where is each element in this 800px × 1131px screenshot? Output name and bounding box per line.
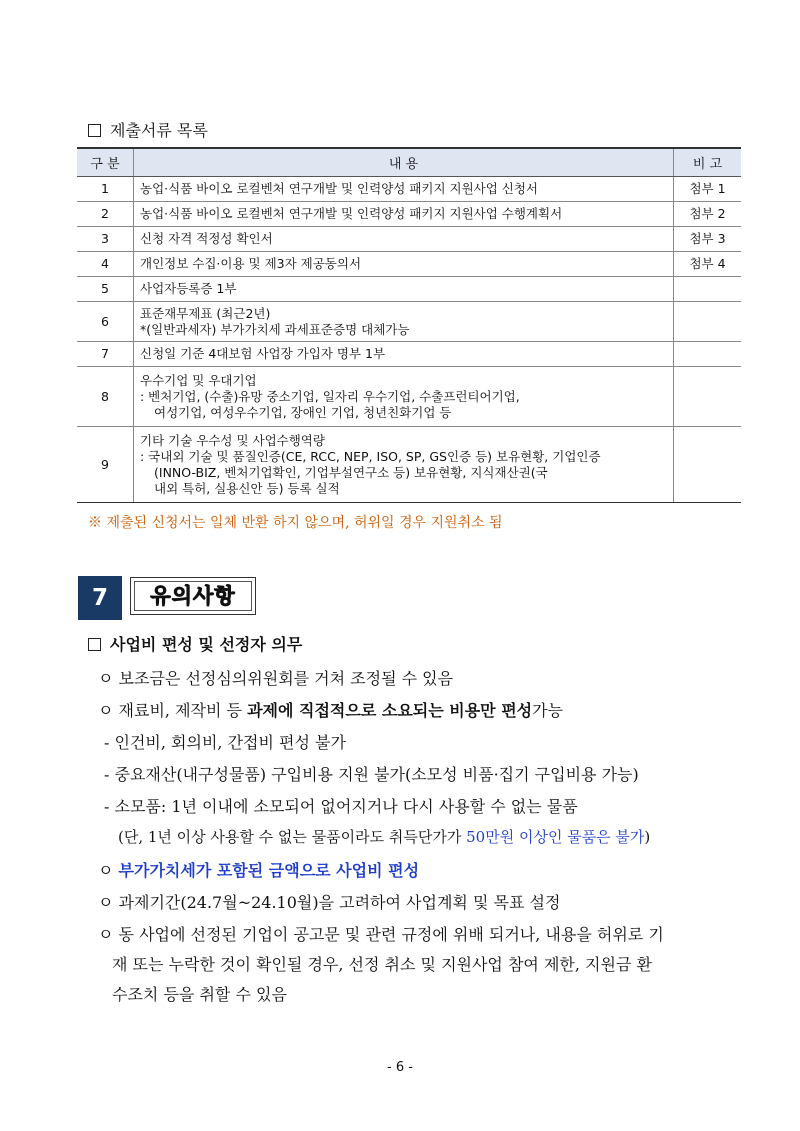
checklist-title-text: 제출서류 목록 [110, 121, 208, 140]
row-content: 신청일 기준 4대보험 사업장 가입자 명부 1부 [134, 342, 674, 367]
row-content-sub: 내외 특허, 실용신안 등) 등록 실적 [154, 480, 340, 496]
note-item: ㅇ 보조금은 선정심의위원회를 거쳐 조정될 수 있음 [98, 669, 454, 688]
row-content-main: 표준재무제표 (최근2년) [140, 305, 271, 321]
table-row [77, 427, 741, 503]
note-item-continued: 수조치 등을 취할 수 있음 [112, 985, 287, 1004]
row-content-sub: (INNO-BIZ, 벤처기업확인, 기업부설연구소 등) 보유현황, 지식재산권(국 [154, 464, 548, 480]
row-content-main: 기타 기술 우수성 및 사업수행역량 [140, 432, 325, 448]
note-text: (단, 1년 이상 사용할 수 없는 물품이라도 취득단가가 [118, 828, 467, 846]
table-row [77, 252, 741, 277]
note-highlight: 부가가치세가 포함된 금액으로 사업비 편성 [118, 861, 420, 880]
row-no: 2 [77, 202, 134, 227]
page-number: - 6 - [387, 1060, 413, 1075]
section-number: 7 [78, 576, 122, 620]
note-item [98, 698, 563, 721]
note-text: ) [644, 828, 651, 846]
note-subitem: - 소모품: 1년 이내에 소모되어 없어지거나 다시 사용할 수 없는 물품 [104, 797, 578, 816]
note-subitem: - 중요재산(내구성물품) 구입비용 지원 불가(소모성 비품·집기 구입비용 가능) [104, 765, 639, 784]
row-content [134, 302, 674, 342]
row-note: 첨부 1 [674, 177, 742, 202]
row-no: 7 [77, 342, 134, 367]
header-no: 구 분 [77, 148, 134, 177]
section-title: 유의사항 [134, 581, 252, 611]
row-content-sub: : 국내외 기술 및 품질인증(CE, RCC, NEP, ISO, SP, GS인증 등) 보유현황, 기업인증 [140, 448, 601, 464]
note-item-continued: 재 또는 누락한 것이 확인될 경우, 선정 취소 및 지원사업 참여 제한, 지원금 환 [112, 955, 652, 974]
row-no: 1 [77, 177, 134, 202]
row-content-sub: *(일반과세자) 부가가치세 과세표준증명 대체가능 [140, 321, 410, 337]
row-note [674, 427, 742, 503]
document-list-table [77, 147, 741, 503]
row-no: 9 [77, 427, 134, 503]
row-no: 6 [77, 302, 134, 342]
row-content [134, 427, 674, 503]
row-note [674, 342, 742, 367]
row-no: 5 [77, 277, 134, 302]
table-row [77, 277, 741, 302]
row-note: 첨부 2 [674, 202, 742, 227]
checkbox-square-icon [88, 638, 101, 651]
note-highlight: 50만원 이상인 물품은 불가 [466, 828, 645, 846]
table-header-row [77, 148, 741, 177]
note-item: ㅇ 동 사업에 선정된 기업이 공고문 및 관련 규정에 위배 되거나, 내용을 허위로 기 [98, 925, 664, 944]
row-content-sub: : 벤처기업, (수출)유망 중소기업, 일자리 우수기업, 수출프런티어기업, [140, 388, 520, 404]
row-content: 개인정보 수집·이용 및 제3자 제공동의서 [134, 252, 674, 277]
table-row [77, 177, 741, 202]
row-content: 신청 자격 적정성 확인서 [134, 227, 674, 252]
row-note [674, 302, 742, 342]
row-note: 첨부 3 [674, 227, 742, 252]
note-subitem [118, 826, 650, 847]
note-text: ㅇ 재료비, 제작비 등 [98, 701, 248, 720]
table-row [77, 302, 741, 342]
submission-warning: ※ 제출된 신청서는 일체 반환 하지 않으며, 허위일 경우 지원취소 됨 [88, 515, 503, 531]
row-content-main: 우수기업 및 우대기업 [140, 372, 257, 388]
checklist-title [88, 118, 208, 141]
row-content [134, 367, 674, 427]
row-note: 첨부 4 [674, 252, 742, 277]
note-subitem: - 인건비, 회의비, 간접비 편성 불가 [104, 733, 346, 752]
note-text: 가능 [532, 701, 564, 720]
table-row [77, 367, 741, 427]
note-emphasis: 과제에 직접적으로 소요되는 비용만 편성 [247, 701, 533, 720]
notes-heading-text: 사업비 편성 및 선정자 의무 [110, 635, 303, 654]
row-note [674, 277, 742, 302]
header-note: 비 고 [674, 148, 742, 177]
section-title-box [130, 577, 256, 615]
table-row [77, 227, 741, 252]
row-content: 사업자등록증 1부 [134, 277, 674, 302]
row-no: 8 [77, 367, 134, 427]
row-content-sub: 여성기업, 여성우수기업, 장애인 기업, 청년친화기업 등 [154, 404, 452, 420]
notes-heading [88, 632, 302, 655]
checkbox-square-icon [88, 124, 101, 137]
row-no: 3 [77, 227, 134, 252]
row-no: 4 [77, 252, 134, 277]
table-row [77, 342, 741, 367]
row-note [674, 367, 742, 427]
note-item: ㅇ 과제기간(24.7월~24.10월)을 고려하여 사업계획 및 목표 설정 [98, 893, 561, 912]
note-item [98, 858, 419, 881]
row-content: 농업·식품 바이오 로컬벤처 연구개발 및 인력양성 패키지 지원사업 신청서 [134, 177, 674, 202]
header-content: 내 용 [134, 148, 674, 177]
note-bullet: ㅇ [98, 861, 119, 880]
table-row [77, 202, 741, 227]
row-content: 농업·식품 바이오 로컬벤처 연구개발 및 인력양성 패키지 지원사업 수행계획서 [134, 202, 674, 227]
